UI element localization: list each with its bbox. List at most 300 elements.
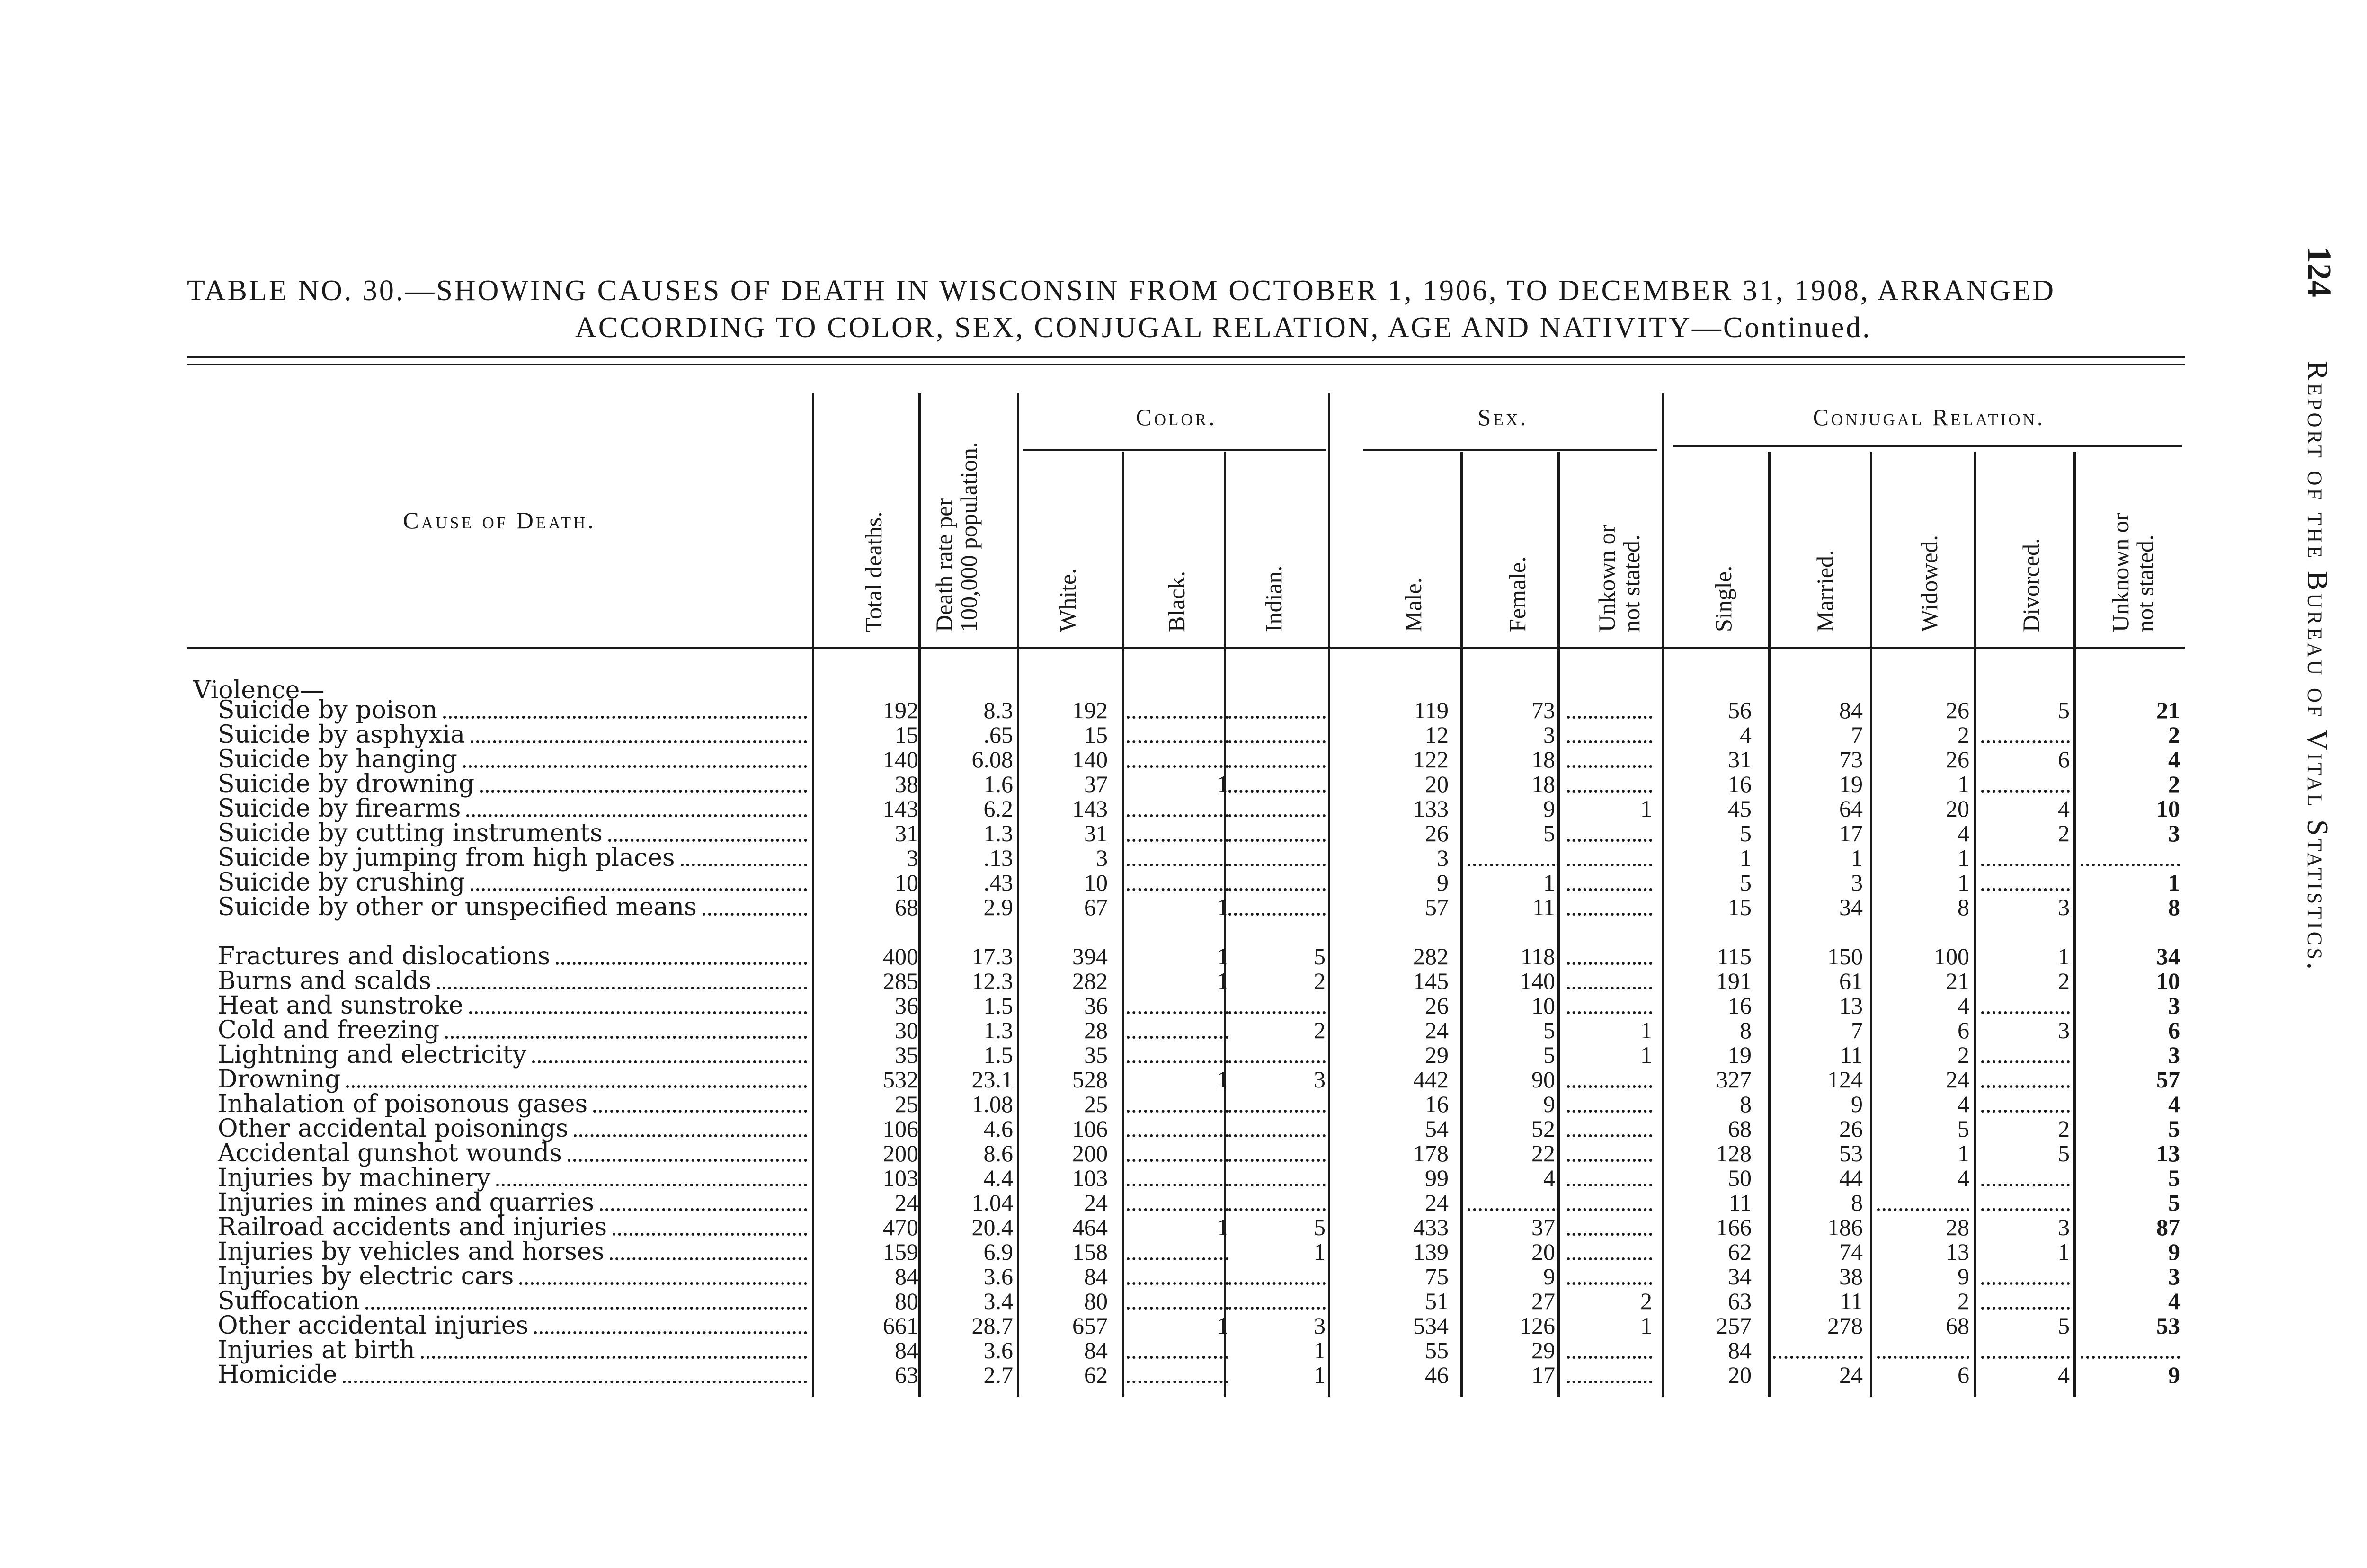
cell-leader	[1378, 1307, 1401, 1310]
cell-leader	[1877, 1233, 1922, 1236]
cell-total: 285	[883, 968, 918, 994]
cell-female: 27	[1531, 1288, 1555, 1314]
cell-leader	[1685, 1085, 1704, 1088]
column-header-label-conjugal-unknown: Unknown or not stated.	[2107, 513, 2158, 632]
cell-leader	[1877, 1381, 1922, 1383]
empty-cell-leader	[1228, 1011, 1326, 1014]
empty-cell-leader	[1228, 839, 1326, 842]
cell-leader	[1877, 1011, 1922, 1014]
cell-rate: 1.3	[983, 1017, 1013, 1043]
cell-leader	[1468, 1331, 1508, 1334]
cell-female: 3	[1543, 722, 1555, 748]
cell-rate: 1.3	[983, 820, 1013, 846]
empty-cell-leader	[1567, 790, 1652, 793]
cell-married: 24	[1839, 1362, 1863, 1388]
cause-of-death-label	[218, 1141, 565, 1166]
cell-single: 5	[1740, 820, 1752, 846]
cause-of-death-label	[218, 722, 468, 747]
cell-white: 28	[1084, 1017, 1108, 1043]
cell-single: 50	[1728, 1165, 1752, 1191]
cell-rate: 1.04	[971, 1189, 1013, 1216]
column-header-label-divorced: Divorced.	[2018, 538, 2044, 632]
cell-divorced: 5	[2058, 1312, 2070, 1339]
cell-leader	[1685, 1233, 1704, 1236]
cell-leader	[1981, 987, 2022, 989]
cell-total: 84	[895, 1263, 918, 1290]
cell-leader	[1877, 864, 1922, 866]
cell-leader	[2081, 1184, 2133, 1186]
cell-conjugal-unknown: 5	[2168, 1165, 2180, 1191]
cause-of-death-text: Suicide by hanging	[218, 745, 457, 774]
cause-leader-dots	[343, 1381, 807, 1383]
cell-leader	[1378, 765, 1401, 768]
cell-conjugal-unknown: 4	[2168, 1288, 2180, 1314]
cell-rate: 12.3	[971, 968, 1013, 994]
empty-cell-leader	[1228, 1282, 1326, 1285]
column-header-label-sex-unknown: Unkown or not stated.	[1593, 525, 1645, 632]
cell-divorced: 4	[2058, 1362, 2070, 1388]
cell-conjugal-unknown: 10	[2156, 795, 2180, 822]
cause-leader-dots	[365, 1307, 807, 1310]
cell-single: 84	[1728, 1337, 1752, 1363]
cell-single: 128	[1716, 1140, 1752, 1167]
cell-leader	[1773, 864, 1815, 866]
empty-cell-leader	[2081, 1356, 2180, 1359]
cell-leader	[1468, 765, 1508, 768]
minor-column-rule-3	[1557, 452, 1560, 1397]
cell-female: 37	[1531, 1214, 1555, 1240]
cause-of-death-text: Suicide by poison	[218, 696, 437, 724]
empty-cell-leader	[1127, 864, 1228, 866]
cell-leader	[1773, 1085, 1815, 1088]
cell-indian: 3	[1314, 1312, 1326, 1339]
cause-leader-dots	[610, 1257, 807, 1260]
cell-married: 26	[1839, 1115, 1863, 1142]
empty-cell-leader	[1567, 1134, 1652, 1137]
cell-female: 5	[1543, 1042, 1555, 1068]
cell-leader	[1773, 913, 1815, 916]
cause-leader-dots	[593, 1110, 807, 1113]
cell-conjugal-unknown: 3	[2168, 820, 2180, 846]
cell-male: 24	[1425, 1189, 1449, 1216]
cell-leader	[1685, 1307, 1704, 1310]
empty-cell-leader	[1127, 1257, 1228, 1260]
cell-leader	[1773, 740, 1815, 743]
cell-married: 124	[1827, 1066, 1863, 1093]
cell-rate: 3.4	[983, 1288, 1013, 1314]
cell-white: 24	[1084, 1189, 1108, 1216]
empty-cell-leader	[1228, 1208, 1326, 1211]
cell-total: 200	[883, 1140, 918, 1167]
cell-rate: 8.3	[983, 697, 1013, 723]
cell-single: 34	[1728, 1263, 1752, 1290]
empty-cell-leader	[1981, 740, 2070, 743]
cell-single: 327	[1716, 1066, 1752, 1093]
cell-indian: 3	[1314, 1066, 1326, 1093]
cause-of-death-label	[218, 1289, 363, 1313]
cell-leader	[2081, 1159, 2133, 1162]
cause-leader-dots	[469, 1011, 807, 1014]
cell-leader	[2081, 814, 2133, 817]
cell-leader	[1877, 888, 1922, 891]
cell-leader	[1877, 716, 1922, 719]
cell-rate: 1.5	[983, 992, 1013, 1019]
cell-married: 9	[1851, 1091, 1863, 1117]
cause-of-death-label	[218, 1190, 597, 1215]
empty-cell-leader	[1981, 1307, 2070, 1310]
cause-of-death-text: Suicide by asphyxia	[218, 721, 465, 749]
cell-conjugal-unknown: 57	[2156, 1066, 2180, 1093]
cell-female: 9	[1543, 795, 1555, 822]
cell-leader	[2081, 1381, 2133, 1383]
cell-single: 45	[1728, 795, 1752, 822]
cell-white: 31	[1084, 820, 1108, 846]
cell-black: 1	[1217, 1214, 1228, 1240]
empty-cell-leader	[1567, 888, 1652, 891]
cell-single: 16	[1728, 771, 1752, 797]
empty-cell-leader	[1127, 1307, 1228, 1310]
cause-of-death-text: Injuries by machinery	[218, 1164, 491, 1192]
cell-rate: 4.6	[983, 1115, 1013, 1142]
cell-black: 1	[1217, 1066, 1228, 1093]
cell-leader	[1773, 716, 1815, 719]
cell-leader	[1468, 1110, 1508, 1113]
cell-leader	[1877, 1085, 1922, 1088]
cell-male: 12	[1425, 722, 1449, 748]
empty-cell-leader	[1567, 839, 1652, 842]
cell-leader	[1877, 1282, 1922, 1285]
empty-cell-leader	[1567, 1208, 1652, 1211]
empty-cell-leader	[1127, 1011, 1228, 1014]
cell-total: 80	[895, 1288, 918, 1314]
cell-leader	[1877, 913, 1922, 916]
empty-cell-leader	[1567, 1356, 1652, 1359]
cell-male: 55	[1425, 1337, 1449, 1363]
running-head	[2299, 246, 2339, 972]
cell-white: 84	[1084, 1337, 1108, 1363]
empty-cell-leader	[1127, 1110, 1228, 1113]
cell-conjugal-unknown: 9	[2168, 1362, 2180, 1388]
cell-leader	[2081, 1282, 2133, 1285]
empty-cell-leader	[1981, 1011, 2070, 1014]
cell-leader	[1378, 1282, 1401, 1285]
empty-cell-leader	[1567, 1233, 1652, 1236]
cell-total: 106	[883, 1115, 918, 1142]
column-header-label-female: Female.	[1504, 556, 1531, 632]
cell-rate: 1.08	[971, 1091, 1013, 1117]
cell-male: 99	[1425, 1165, 1449, 1191]
cell-leader	[1773, 1307, 1815, 1310]
cell-total: 10	[895, 869, 918, 896]
cell-male: 122	[1413, 746, 1449, 773]
cell-widowed: 1	[1958, 1140, 1969, 1167]
column-header-label-married: Married.	[1812, 550, 1838, 632]
cause-of-death-text: Accidental gunshot wounds	[218, 1139, 562, 1167]
cause-leader-dots	[556, 962, 807, 965]
cell-leader	[1773, 1011, 1815, 1014]
cell-leader	[1685, 1381, 1704, 1383]
cell-white: 282	[1072, 968, 1108, 994]
cell-black: 1	[1217, 771, 1228, 797]
cell-black: 1	[1217, 894, 1228, 920]
cell-single: 68	[1728, 1115, 1752, 1142]
cause-of-death-label	[218, 1239, 607, 1264]
cell-rate: 6.9	[983, 1238, 1013, 1265]
empty-cell-leader	[1567, 1110, 1652, 1113]
cell-conjugal-unknown: 4	[2168, 1091, 2180, 1117]
column-header-label-white: White.	[1054, 568, 1081, 632]
cause-of-death-text: Fractures and dislocations	[218, 942, 551, 971]
cell-leader	[1981, 1159, 2022, 1162]
column-header-label-total: Total deaths.	[860, 511, 887, 632]
cell-female: 9	[1543, 1263, 1555, 1290]
cause-of-death-text: Suffocation	[218, 1287, 360, 1315]
cell-conjugal-unknown: 9	[2168, 1238, 2180, 1265]
cell-female: 18	[1531, 746, 1555, 773]
cell-white: 25	[1084, 1091, 1108, 1117]
cause-leader-dots	[519, 1282, 807, 1285]
cell-white: 3	[1096, 845, 1108, 871]
cause-leader-dots	[346, 1085, 807, 1088]
empty-cell-leader	[1127, 888, 1228, 891]
empty-cell-leader	[1981, 1282, 2070, 1285]
cell-single: 191	[1716, 968, 1752, 994]
cause-of-death-label	[218, 1338, 418, 1363]
cause-of-death-label	[218, 1264, 516, 1289]
cell-leader	[1981, 814, 2022, 817]
cell-conjugal-unknown: 2	[2168, 722, 2180, 748]
cell-leader	[1685, 1208, 1704, 1211]
cell-single: 115	[1717, 943, 1752, 970]
top-rule-2	[187, 364, 2185, 365]
cause-of-death-label	[218, 969, 434, 993]
cell-leader	[1685, 987, 1704, 989]
cell-leader	[2081, 839, 2133, 842]
cell-widowed: 28	[1946, 1214, 1969, 1240]
cell-sex-unknown: 2	[1640, 1288, 1652, 1314]
cell-widowed: 13	[1946, 1238, 1969, 1265]
cell-leader	[1468, 1307, 1508, 1310]
cell-leader	[2081, 1208, 2133, 1211]
cell-leader	[1685, 765, 1704, 768]
cell-total: 3	[907, 845, 918, 871]
cell-leader	[1685, 1036, 1704, 1039]
cell-divorced: 3	[2058, 1214, 2070, 1240]
cell-leader	[1877, 1110, 1922, 1113]
cause-of-death-label	[218, 772, 477, 796]
cell-married: 13	[1839, 992, 1863, 1019]
cell-leader	[2081, 790, 2133, 793]
cell-male: 57	[1425, 894, 1449, 920]
cause-leader-dots	[421, 1356, 807, 1359]
cell-leader	[1468, 1233, 1508, 1236]
cell-married: 61	[1839, 968, 1863, 994]
cell-leader	[1685, 1060, 1704, 1063]
empty-cell-leader	[1567, 1184, 1652, 1186]
cell-rate: 3.6	[983, 1337, 1013, 1363]
cause-of-death-label	[218, 1215, 610, 1239]
cell-rate: 1.5	[983, 1042, 1013, 1068]
cell-male: 54	[1425, 1115, 1449, 1142]
section-label: Violence—	[193, 676, 325, 704]
empty-cell-leader	[1468, 864, 1555, 866]
cell-rate: .43	[983, 869, 1013, 896]
cell-leader	[2081, 740, 2133, 743]
cell-white: 62	[1084, 1362, 1108, 1388]
cell-leader	[1567, 1060, 1605, 1063]
cell-leader	[2081, 987, 2133, 989]
cell-leader	[1378, 1060, 1401, 1063]
cell-leader	[1378, 1085, 1401, 1088]
empty-cell-leader	[1567, 1282, 1652, 1285]
cell-white: 84	[1084, 1263, 1108, 1290]
cell-leader	[1378, 814, 1401, 817]
cell-leader	[1981, 962, 2022, 965]
cause-of-death-text: Heat and sunstroke	[218, 991, 463, 1020]
cell-total: 143	[883, 795, 918, 822]
cell-single: 63	[1728, 1288, 1752, 1314]
empty-cell-leader	[1981, 1356, 2070, 1359]
cell-total: 661	[883, 1312, 918, 1339]
empty-cell-leader	[1228, 765, 1326, 768]
cell-female: 29	[1531, 1337, 1555, 1363]
cell-leader	[1378, 1381, 1401, 1383]
cell-total: 532	[883, 1066, 918, 1093]
empty-cell-leader	[1877, 1208, 1969, 1211]
cell-leader	[1378, 1331, 1401, 1334]
cell-single: 1	[1740, 845, 1752, 871]
cell-single: 56	[1728, 697, 1752, 723]
empty-cell-leader	[1127, 765, 1228, 768]
cell-rate: 3.6	[983, 1263, 1013, 1290]
cause-of-death-label	[218, 1042, 529, 1067]
empty-cell-leader	[1127, 740, 1228, 743]
cell-single: 5	[1740, 869, 1752, 896]
cell-married: 44	[1839, 1165, 1863, 1191]
column-header-label-rate: Death rate per 100,000 population.	[931, 442, 982, 632]
cause-of-death-label	[218, 895, 700, 919]
cause-leader-dots	[471, 740, 807, 743]
empty-cell-leader	[1567, 740, 1652, 743]
cell-leader	[1877, 1184, 1922, 1186]
cell-leader	[1468, 1257, 1508, 1260]
cell-leader	[1567, 1331, 1605, 1334]
empty-cell-leader	[1228, 716, 1326, 719]
cell-conjugal-unknown: 3	[2168, 1042, 2180, 1068]
empty-cell-leader	[1228, 1060, 1326, 1063]
cell-male: 145	[1413, 968, 1449, 994]
cell-widowed: 2	[1958, 1288, 1969, 1314]
cause-of-death-text: Injuries in mines and quarries	[218, 1188, 595, 1217]
cell-widowed: 1	[1958, 771, 1969, 797]
cell-married: 186	[1827, 1214, 1863, 1240]
cell-leader	[2081, 1011, 2133, 1014]
cell-leader	[1685, 1011, 1704, 1014]
cell-female: 11	[1532, 894, 1555, 920]
empty-cell-leader	[1228, 1307, 1326, 1310]
cell-male: 29	[1425, 1042, 1449, 1068]
major-column-rule-3	[1328, 393, 1330, 1397]
cause-of-death-label	[218, 846, 678, 870]
cell-white: 200	[1072, 1140, 1108, 1167]
cell-total: 38	[895, 771, 918, 797]
cell-leader	[1773, 888, 1815, 891]
cell-married: 74	[1839, 1238, 1863, 1265]
sex-group-rule	[1363, 449, 1657, 451]
cell-married: 1	[1851, 845, 1863, 871]
cell-widowed: 8	[1958, 894, 1969, 920]
cell-leader	[1877, 814, 1922, 817]
cell-conjugal-unknown: 87	[2156, 1214, 2180, 1240]
cell-leader	[1773, 1134, 1815, 1137]
column-header-label-male: Male.	[1400, 577, 1426, 632]
cell-conjugal-unknown: 3	[2168, 1263, 2180, 1290]
cell-rate: 8.6	[983, 1140, 1013, 1167]
cause-leader-dots	[496, 1184, 807, 1186]
cell-conjugal-unknown: 2	[2168, 771, 2180, 797]
cell-leader	[1773, 1036, 1815, 1039]
cell-rate: .65	[983, 722, 1013, 748]
table-title-line-1: TABLE NO. 30.—SHOWING CAUSES OF DEATH IN WISCONSIN FROM OCTOBER 1, 1906, TO DECEMBER 31, 1908, ARRANGED	[187, 275, 2056, 307]
cell-leader	[1468, 1381, 1508, 1383]
empty-cell-leader	[1127, 1060, 1228, 1063]
cell-white: 35	[1084, 1042, 1108, 1068]
minor-column-rule-0	[1122, 452, 1124, 1397]
cell-female: 5	[1543, 1017, 1555, 1043]
cell-leader	[1378, 1110, 1401, 1113]
cause-of-death-label	[218, 993, 466, 1018]
cell-leader	[1378, 1257, 1401, 1260]
cell-female: 126	[1520, 1312, 1555, 1339]
empty-cell-leader	[1773, 1356, 1863, 1359]
cell-conjugal-unknown: 4	[2168, 746, 2180, 773]
column-header-label-widowed: Widowed.	[1916, 535, 1942, 632]
table-title	[187, 272, 2185, 346]
cell-leader	[1773, 839, 1815, 842]
empty-cell-leader	[1228, 1134, 1326, 1137]
cell-indian: 1	[1314, 1238, 1326, 1265]
cell-male: 139	[1413, 1238, 1449, 1265]
cell-leader	[1877, 1257, 1922, 1260]
cause-of-death-label	[218, 944, 553, 969]
cell-leader	[1378, 987, 1401, 989]
cell-married: 38	[1839, 1263, 1863, 1290]
cell-black: 1	[1217, 968, 1228, 994]
cause-leader-dots	[445, 1036, 807, 1039]
cell-single: 16	[1728, 992, 1752, 1019]
cause-leader-dots	[613, 1233, 807, 1236]
cell-leader	[1378, 1184, 1401, 1186]
cell-married: 150	[1827, 943, 1863, 970]
cell-leader	[1685, 913, 1704, 916]
empty-cell-leader	[1567, 1159, 1652, 1162]
cell-leader	[1567, 1036, 1605, 1039]
cell-widowed: 21	[1946, 968, 1969, 994]
cause-leader-dots	[574, 1134, 807, 1137]
column-header-label-black: Black.	[1163, 570, 1190, 632]
cell-white: 10	[1084, 869, 1108, 896]
cell-white: 657	[1072, 1312, 1108, 1339]
cell-leader	[1468, 1134, 1508, 1137]
cell-white: 80	[1084, 1288, 1108, 1314]
cell-male: 534	[1413, 1312, 1449, 1339]
cause-of-death-text: Injuries at birth	[218, 1336, 415, 1364]
major-column-rule-0	[812, 393, 814, 1397]
cell-leader	[2081, 1110, 2133, 1113]
cell-total: 30	[895, 1017, 918, 1043]
cell-total: 400	[883, 943, 918, 970]
cell-leader	[2081, 1331, 2133, 1334]
